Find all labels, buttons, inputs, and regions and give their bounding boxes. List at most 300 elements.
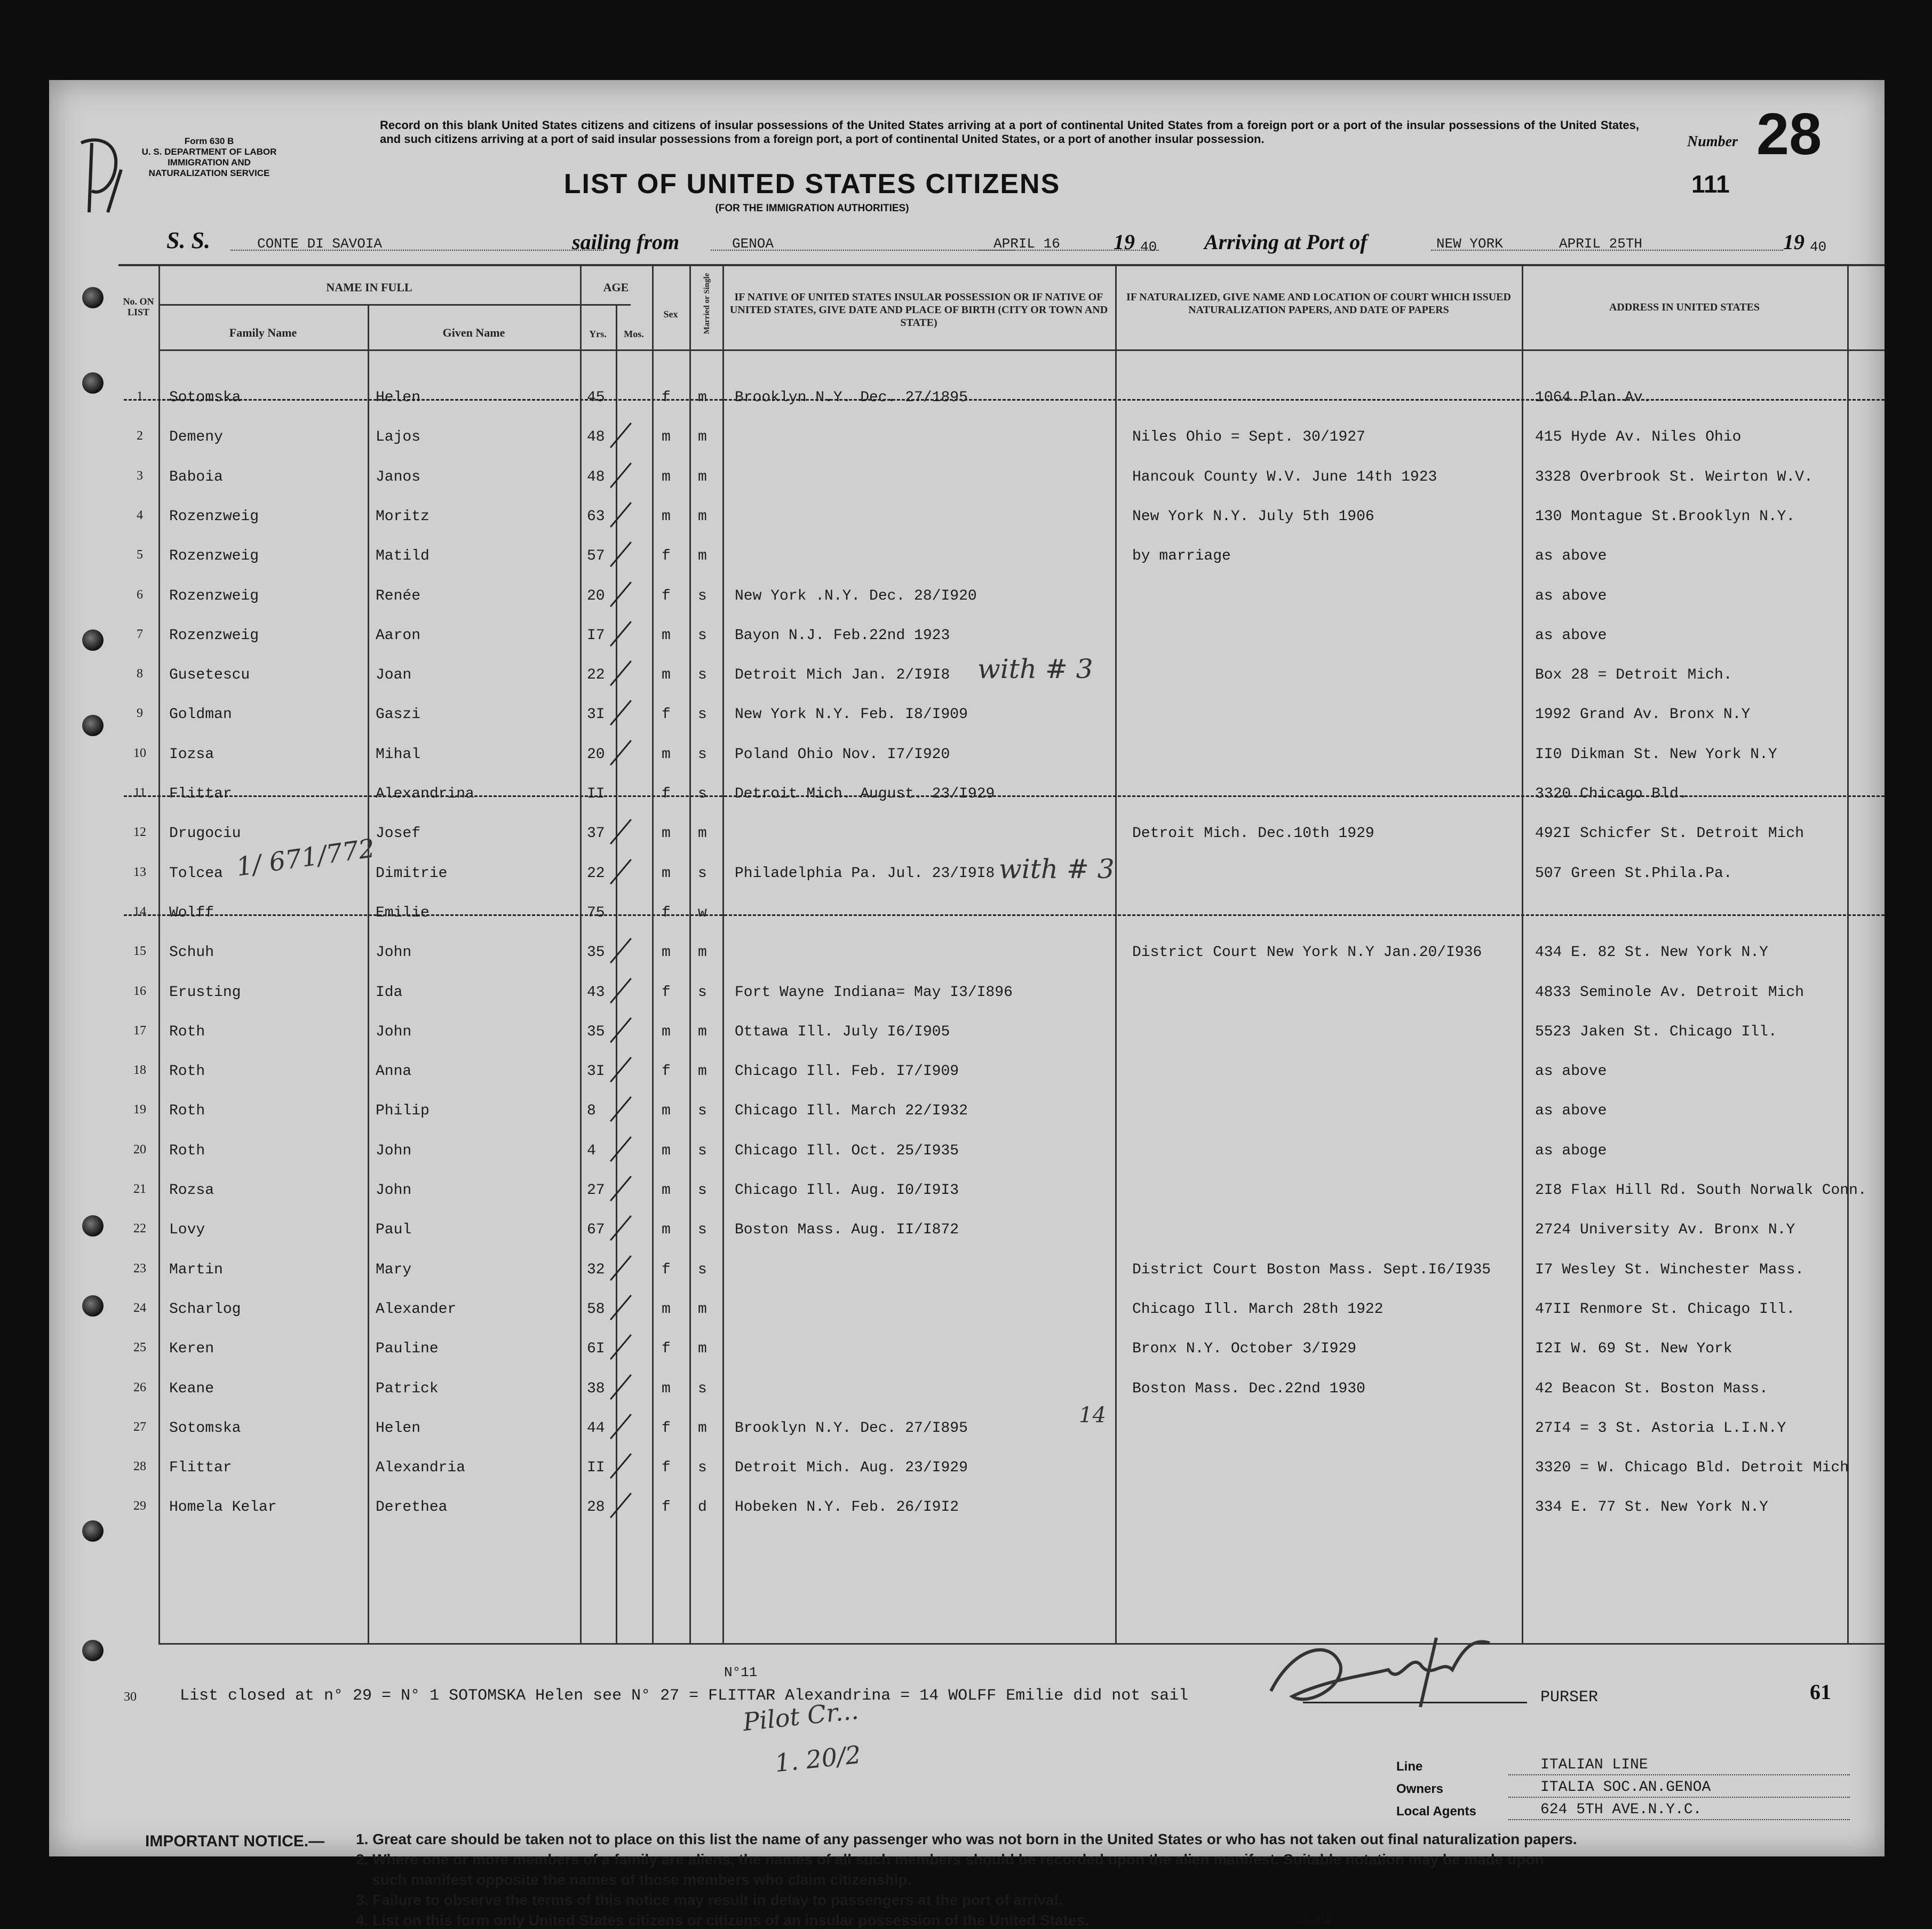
birth-place-date: New York N.Y. Feb. I8/I909 (735, 706, 968, 723)
port-to: NEW YORK (1436, 236, 1503, 252)
marital-status: s (698, 1222, 707, 1239)
row-number: 6 (137, 587, 143, 602)
marital-status: s (698, 667, 707, 684)
birth-place-date: Fort Wayne Indiana= May I3/I896 (735, 984, 1013, 1001)
handwritten-with3-b: with # 3 (999, 854, 1115, 884)
row-number: 16 (133, 984, 146, 998)
ditto-mark (610, 740, 632, 766)
address: 130 Montague St.Brooklyn N.Y. (1535, 508, 1795, 525)
age-years: II (587, 786, 605, 802)
ditto-mark (610, 700, 632, 726)
marital-status: m (698, 1023, 707, 1040)
sex: m (662, 865, 671, 882)
naturalization: District Court Boston Mass. Sept.I6/I935 (1132, 1261, 1491, 1278)
given-name: Alexandria (376, 1460, 466, 1477)
header-divider (158, 304, 631, 306)
age-years: 58 (587, 1301, 605, 1318)
handwritten-signature-a: Pilot Cr... (741, 1695, 860, 1737)
marital-status: s (698, 587, 707, 604)
sex: m (662, 508, 671, 525)
strike-through-line (124, 795, 1885, 797)
naturalization: Niles Ohio = Sept. 30/1927 (1132, 429, 1365, 446)
given-name: Janos (376, 468, 421, 485)
strike-through-line (124, 399, 1885, 401)
given-name: Paul (376, 1222, 412, 1239)
col-name-in-full: NAME IN FULL (326, 281, 412, 294)
line-underline (1508, 1774, 1850, 1775)
ditto-mark (610, 423, 632, 448)
ditto-mark (610, 581, 632, 607)
col-line (1847, 264, 1849, 1643)
ditto-mark (610, 1057, 632, 1082)
table-top-border (118, 264, 1885, 266)
notice-item-1: 1. Great care should be taken not to place on this list the name of any passenger who was not born in the United States or who has not taken out final naturalization papers. (356, 1831, 1577, 1847)
notice-item-2: 2. Where one or more members of a family are aliens, the names of all such members should be recorded upon the alien manifest. Suitable notation may be made upon (356, 1851, 1544, 1868)
sex: m (662, 667, 671, 684)
given-name: John (376, 1023, 412, 1040)
sex: m (662, 627, 671, 644)
col-age: AGE (603, 281, 629, 294)
marital-status: s (698, 1103, 707, 1120)
row-number: 7 (137, 627, 143, 641)
address: I2I W. 69 St. New York (1535, 1341, 1732, 1358)
naturalization: Bronx N.Y. October 3/I929 (1132, 1341, 1357, 1358)
family-name: Drugociu (169, 825, 241, 842)
address: 2724 University Av. Bronx N.Y (1535, 1222, 1795, 1239)
marital-status: m (698, 508, 707, 525)
age-years: 45 (587, 389, 605, 406)
table-bottom (158, 1643, 1885, 1645)
given-name: Philip (376, 1103, 430, 1120)
marital-status: w (698, 904, 707, 921)
marital-status: m (698, 1063, 707, 1080)
col-line (580, 264, 582, 1643)
address: 3320 = W. Chicago Bld. Detroit Mich (1535, 1460, 1849, 1477)
birth-place-date: Chicago Ill. Feb. I7/I909 (735, 1063, 959, 1080)
age-years: 4 (587, 1142, 596, 1159)
col-line (368, 304, 369, 1643)
punch-hole (82, 715, 104, 736)
birth-place-date: Detroit Mich Jan. 2/I9I8 (735, 667, 950, 684)
col-no: No. ON LIST (123, 296, 154, 317)
birth-place-date: New York .N.Y. Dec. 28/I920 (735, 587, 977, 604)
family-name: Gusetescu (169, 667, 250, 684)
family-name: Roth (169, 1023, 205, 1040)
given-name: John (376, 1182, 412, 1199)
given-name: Helen (376, 389, 421, 406)
birth-place-date: Detroit Mich. August. 23/I929 (735, 786, 995, 802)
handwritten-ref-number: 1/ 671/772 (234, 833, 377, 882)
address: as above (1535, 1063, 1607, 1080)
line-value: ITALIAN LINE (1540, 1757, 1648, 1773)
age-years: 75 (587, 904, 605, 921)
birth-place-date: Ottawa Ill. July I6/I905 (735, 1023, 950, 1040)
sex: m (662, 825, 671, 842)
closing-text: List closed at n° 29 = N° 1 SOTOMSKA Helen see N° 27 = FLITTAR Alexandrina = 14 WOLFF Emilie did not sail (180, 1687, 1189, 1705)
family-name: Rozenzweig (169, 627, 259, 644)
ditto-mark (610, 660, 632, 686)
sex: f (662, 1420, 671, 1437)
family-name: Sotomska (169, 1420, 241, 1437)
punch-hole (82, 1215, 104, 1237)
address: as above (1535, 627, 1607, 644)
ditto-mark (610, 1176, 632, 1201)
age-years: 32 (587, 1261, 605, 1278)
marital-status: m (698, 389, 707, 406)
row-number: 21 (133, 1182, 146, 1196)
row-number: 13 (133, 865, 146, 879)
marital-status: s (698, 1380, 707, 1397)
family-name: Scharlog (169, 1301, 241, 1318)
given-name: Emilie (376, 904, 430, 921)
handwritten-signature-b: 1. 20/2 (773, 1740, 863, 1778)
naturalization: District Court New York N.Y Jan.20/I936 (1132, 944, 1482, 961)
address: Box 28 = Detroit Mich. (1535, 667, 1732, 684)
stamp-number: 111 (1691, 170, 1730, 198)
age-years: 20 (587, 587, 605, 604)
marital-status: m (698, 825, 707, 842)
sex: m (662, 429, 671, 446)
instructions: Record on this blank United States citizens and citizens of insular possessions of the United States arriving at a port of continental United States from a foreign port or a port of the insular possessions of the United States, and such citizens arriving at a port of said insular possessions from a foreign port, a port of continental United States, or a port of another insular possession. (380, 118, 1639, 146)
owners-value: ITALIA SOC.AN.GENOA (1540, 1779, 1711, 1796)
family-name: Roth (169, 1103, 205, 1120)
col-line (722, 264, 724, 1643)
address: as above (1535, 548, 1607, 565)
ditto-mark (610, 1493, 632, 1518)
given-name: Derethea (376, 1499, 448, 1516)
age-years: 38 (587, 1380, 605, 1397)
row-number: 9 (137, 706, 143, 721)
sailing-label: sailing from (572, 230, 680, 254)
sex: f (662, 587, 671, 604)
family-name: Lovy (169, 1222, 205, 1239)
family-name: Wolff (169, 904, 214, 921)
naturalization: Detroit Mich. Dec.10th 1929 (1132, 825, 1374, 842)
sex: m (662, 1182, 671, 1199)
col-given-name: Given Name (442, 326, 505, 339)
birth-place-date: Poland Ohio Nov. I7/I920 (735, 746, 950, 763)
given-name: Matild (376, 548, 430, 565)
family-name: Rozsa (169, 1182, 214, 1199)
family-name: Rozenzweig (169, 508, 259, 525)
family-name: Demeny (169, 429, 223, 446)
corner-mark (70, 127, 140, 218)
row-number: 2 (137, 429, 143, 443)
sex: m (662, 1380, 671, 1397)
given-name: Gaszi (376, 706, 421, 723)
address: 5523 Jaken St. Chicago Ill. (1535, 1023, 1777, 1040)
address: 47II Renmore St. Chicago Ill. (1535, 1301, 1795, 1318)
form-id: Form 630 B (184, 136, 234, 146)
marital-status: s (698, 786, 707, 802)
form-id-block (140, 136, 279, 179)
owners-label: Owners (1396, 1782, 1444, 1796)
row-number: 3 (137, 468, 143, 483)
marital-status: m (698, 468, 707, 485)
marital-status: s (698, 1182, 707, 1199)
port-from: GENOA (732, 236, 774, 252)
age-years: 37 (587, 825, 605, 842)
age-years: 3I (587, 706, 605, 723)
birth-place-date: Philadelphia Pa. Jul. 23/I9I8 (735, 865, 995, 882)
ditto-mark (610, 859, 632, 884)
row-number: 8 (137, 667, 143, 681)
age-years: 6I (587, 1341, 605, 1358)
owners-underline (1508, 1797, 1850, 1798)
birth-place-date: Hobeken N.Y. Feb. 26/I9I2 (735, 1499, 959, 1516)
marital-status: s (698, 984, 707, 1001)
age-years: 3I (587, 1063, 605, 1080)
family-name: Keane (169, 1380, 214, 1397)
sex: m (662, 468, 671, 485)
row-number: 22 (133, 1222, 146, 1236)
sex: f (662, 548, 671, 565)
col-line (1522, 264, 1523, 1643)
row-number: 28 (133, 1460, 146, 1474)
manifest-sheet (49, 80, 1885, 1928)
row-number: 27 (133, 1420, 146, 1434)
ditto-mark (610, 978, 632, 1003)
row-number: 18 (133, 1063, 146, 1078)
family-name: Tolcea (169, 865, 223, 882)
ditto-mark (610, 1334, 632, 1360)
address: 434 E. 82 St. New York N.Y (1535, 944, 1768, 961)
address: 3328 Overbrook St. Weirton W.V. (1535, 468, 1813, 485)
handwritten-fourteen: 14 (1079, 1403, 1106, 1428)
marital-status: m (698, 1341, 707, 1358)
naturalization: Chicago Ill. March 28th 1922 (1132, 1301, 1384, 1318)
marital-status: s (698, 865, 707, 882)
family-name: Goldman (169, 706, 232, 723)
given-name: Josef (376, 825, 421, 842)
address: 334 E. 77 St. New York N.Y (1535, 1499, 1768, 1516)
punch-hole (82, 372, 104, 394)
age-years: 35 (587, 944, 605, 961)
marital-status: s (698, 1142, 707, 1159)
age-years: 27 (587, 1182, 605, 1199)
col-address: ADDRESS IN UNITED STATES (1609, 301, 1760, 313)
col-line (689, 264, 691, 1643)
ditto-mark (610, 1374, 632, 1400)
agents-underline (1508, 1819, 1850, 1820)
address: as aboge (1535, 1142, 1607, 1159)
birth-place-date: Boston Mass. Aug. II/I872 (735, 1222, 959, 1239)
marital-status: m (698, 1301, 707, 1318)
birth-place-date: Brooklyn N.Y. Dec. 27/I895 (735, 1420, 968, 1437)
ship-name: CONTE DI SAVOIA (257, 236, 383, 252)
sex: m (662, 1222, 671, 1239)
age-years: 57 (587, 548, 605, 565)
birth-place-date: Brooklyn N.Y. Dec. 27/1895 (735, 389, 968, 406)
punch-hole (82, 1295, 104, 1317)
row-number: 19 (133, 1103, 146, 1117)
ditto-mark (610, 1136, 632, 1162)
family-name: Keren (169, 1341, 214, 1358)
address: 2I8 Flax Hill Rd. South Norwalk Conn. (1535, 1182, 1867, 1199)
row-number: 12 (133, 825, 146, 840)
address: 42 Beacon St. Boston Mass. (1535, 1380, 1768, 1397)
col-married: Married or Single (703, 273, 711, 334)
col-mos: Mos. (624, 329, 644, 339)
col-line (616, 304, 617, 1643)
ditto-mark (610, 621, 632, 647)
sex: f (662, 1460, 671, 1477)
col-line (1115, 264, 1117, 1643)
age-years: 44 (587, 1420, 605, 1437)
purser-label: PURSER (1540, 1688, 1599, 1707)
notice-item-2-cont: such manifest opposite the names of those members who claim citizenship. (372, 1871, 912, 1888)
family-name: Baboia (169, 468, 223, 485)
agents-label: Local Agents (1396, 1804, 1476, 1819)
sex: m (662, 1103, 671, 1120)
row-number: 11 (133, 786, 146, 800)
punch-hole (82, 629, 104, 651)
sex: f (662, 1261, 671, 1278)
page-subtitle: (FOR THE IMMIGRATION AUTHORITIES) (715, 203, 909, 214)
row-number: 26 (133, 1380, 146, 1394)
year-from: 40 (1140, 239, 1157, 255)
given-name: Joan (376, 667, 412, 684)
age-years: 35 (587, 1023, 605, 1040)
notice-heading: IMPORTANT NOTICE.— (145, 1832, 325, 1850)
arriving-label: Arriving at Port of (1204, 230, 1367, 254)
sex: m (662, 1301, 671, 1318)
col-birth: IF NATIVE OF UNITED STATES INSULAR POSSESSION OR IF NATIVE OF UNITED STATES, GIVE DATE AND PLACE OF BIRTH (CITY OR TOWN AND STATE) (729, 291, 1108, 329)
ditto-mark (610, 1295, 632, 1320)
birth-place-date: Detroit Mich. Aug. 23/I929 (735, 1460, 968, 1477)
age-years: 63 (587, 508, 605, 525)
address: 1064 Plan Av. (1535, 389, 1652, 406)
ditto-mark (610, 1215, 632, 1241)
marital-status: m (698, 429, 707, 446)
address: 27I4 = 3 St. Astoria L.I.N.Y (1535, 1420, 1786, 1437)
given-name: Patrick (376, 1380, 439, 1397)
birth-place-date: Chicago Ill. March 22/I932 (735, 1103, 968, 1120)
year-prefix-to: 19 (1783, 230, 1804, 254)
col-naturalized: IF NATURALIZED, GIVE NAME AND LOCATION OF COURT WHICH ISSUED NATURALIZATION PAPERS, AND DATE OF PAPERS (1126, 291, 1511, 316)
family-name: Iozsa (169, 746, 214, 763)
number-label: Number (1687, 133, 1738, 150)
row-number: 29 (133, 1499, 146, 1513)
family-name: Roth (169, 1142, 205, 1159)
number-value: 28 (1756, 101, 1822, 167)
closing-row-number: 30 (124, 1690, 137, 1704)
col-sex: Sex (663, 309, 678, 320)
agents-value: 624 5TH AVE.N.Y.C. (1540, 1802, 1702, 1818)
age-years: 22 (587, 667, 605, 684)
header-bottom (158, 349, 1885, 351)
sex: f (662, 1499, 671, 1516)
given-name: Moritz (376, 508, 430, 525)
marital-status: m (698, 944, 707, 961)
col-yrs: Yrs. (589, 329, 607, 339)
ditto-mark (610, 938, 632, 963)
ditto-mark (610, 1453, 632, 1479)
year-to: 40 (1810, 239, 1827, 255)
sex: m (662, 1142, 671, 1159)
naturalization: Boston Mass. Dec.22nd 1930 (1132, 1380, 1365, 1397)
ditto-mark (610, 1414, 632, 1439)
given-name: Alexander (376, 1301, 457, 1318)
row-number: 20 (133, 1142, 146, 1157)
row-number: 4 (137, 508, 143, 522)
sex: f (662, 984, 671, 1001)
marital-status: m (698, 1420, 707, 1437)
naturalization: New York N.Y. July 5th 1906 (1132, 508, 1374, 525)
line-label: Line (1396, 1759, 1423, 1774)
punch-hole (82, 1640, 104, 1661)
ditto-mark (610, 1096, 632, 1122)
row-number: 5 (137, 548, 143, 562)
given-name: Mary (376, 1261, 412, 1278)
family-name: Sotomska (169, 389, 241, 406)
age-years: 20 (587, 746, 605, 763)
ditto-mark (610, 1017, 632, 1043)
print-code: 14—214 (1298, 1916, 1330, 1925)
page-title: LIST OF UNITED STATES CITIZENS (563, 169, 1061, 200)
marital-status: d (698, 1499, 707, 1516)
punch-hole (82, 287, 104, 308)
department: U. S. DEPARTMENT OF LABOR (141, 147, 277, 157)
row-number: 15 (133, 944, 146, 959)
given-name: Anna (376, 1063, 412, 1080)
notice-item-3: 3. Failure to observe the terms of this notice may result in delay to passengers at the port of arrival. (356, 1892, 1063, 1908)
address: 507 Green St.Phila.Pa. (1535, 865, 1732, 882)
age-years: 48 (587, 429, 605, 446)
row-number: 24 (133, 1301, 146, 1315)
given-name: Mihal (376, 746, 421, 763)
family-name: Roth (169, 1063, 205, 1080)
purser-signature (1260, 1616, 1527, 1728)
col-line (652, 264, 654, 1643)
marital-status: m (698, 548, 707, 565)
col-family-name: Family Name (229, 326, 297, 339)
age-years: 8 (587, 1103, 596, 1120)
naturalization: by marriage (1132, 548, 1231, 565)
age-years: 67 (587, 1222, 605, 1239)
age-years: II (587, 1460, 605, 1477)
sex: m (662, 746, 671, 763)
row-number: 10 (133, 746, 146, 760)
age-years: 22 (587, 865, 605, 882)
sex: m (662, 1023, 671, 1040)
naturalization: Hancouk County W.V. June 14th 1923 (1132, 468, 1437, 485)
strike-through-line (124, 914, 1885, 916)
address: II0 Dikman St. New York N.Y (1535, 746, 1777, 763)
given-name: Lajos (376, 429, 421, 446)
family-name: Erusting (169, 984, 241, 1001)
year-prefix-from: 19 (1114, 230, 1135, 254)
birth-place-date: Chicago Ill. Oct. 25/I935 (735, 1142, 959, 1159)
sex: f (662, 1063, 671, 1080)
page-mark: 61 (1810, 1680, 1831, 1704)
ditto-mark (610, 819, 632, 844)
family-name: Homela Kelar (169, 1499, 277, 1516)
ditto-mark (610, 463, 632, 488)
given-name: Helen (376, 1420, 421, 1437)
given-name: Aaron (376, 627, 421, 644)
given-name: John (376, 944, 412, 961)
address: 1992 Grand Av. Bronx N.Y (1535, 706, 1751, 723)
notice-item-4: 4. List on this form only United States citizens or citizens of an insular possession of the United States. (356, 1912, 1089, 1928)
sex: m (662, 944, 671, 961)
service: IMMIGRATION AND NATURALIZATION SERVICE (148, 157, 270, 178)
punch-hole (82, 1520, 104, 1542)
sex: f (662, 389, 671, 406)
age-years: 28 (587, 1499, 605, 1516)
sex: f (662, 1341, 671, 1358)
address: 415 Hyde Av. Niles Ohio (1535, 429, 1742, 446)
